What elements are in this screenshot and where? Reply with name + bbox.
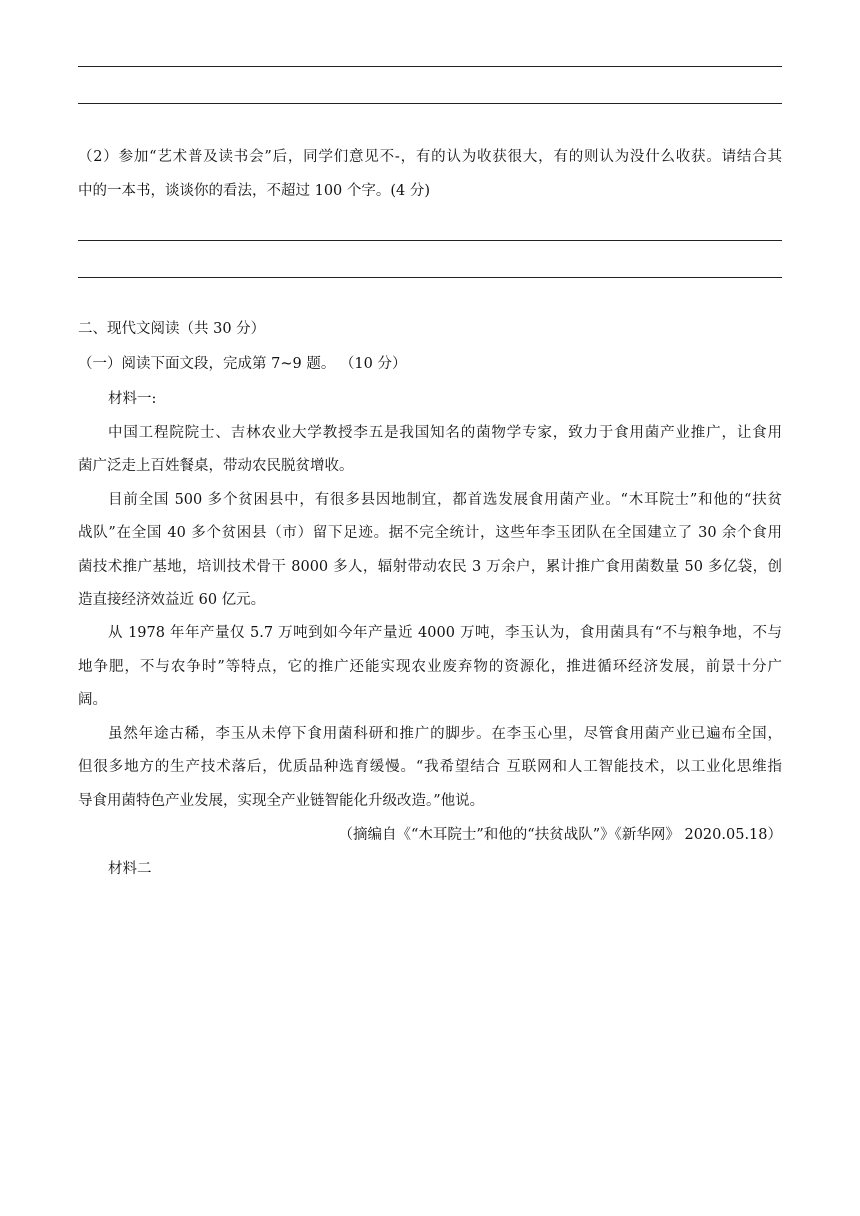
paragraph-3-line-1: 从 1978 年年产量仅 5.7 万吨到如今年产量近 4000 万吨，李玉认为，食用菌具有“不与粮争地，不与 bbox=[108, 625, 782, 641]
answer-line-1 bbox=[78, 66, 782, 67]
question-2-line-1: （2）参加“艺术普及读书会”后，同学们意见不-，有的认为收获很大，有的则认为没什么收获。请结合其 bbox=[78, 149, 782, 165]
paragraph-1-line-2: 菌广泛走上百姓餐桌，带动农民脱贫增收。 bbox=[78, 458, 354, 474]
paragraph-2-line-3: 菌技术推广基地，培训技术骨干 8000 多人，辐射带动农民 3 万余户，累计推广食用菌数量 50 多亿袋，创 bbox=[78, 559, 782, 575]
material-2-label: 材料二 bbox=[108, 861, 152, 877]
paragraph-4-line-3: 导食用菌特色产业发展，实现全产业链智能化升级改造。”他说。 bbox=[78, 793, 485, 809]
paragraph-3-line-3: 阔。 bbox=[78, 692, 107, 708]
answer-line-4 bbox=[78, 277, 782, 278]
source-citation: （摘编自《“木耳院士”和他的“扶贫战队”》《新华网》 2020.05.18） bbox=[338, 827, 782, 843]
paragraph-2-line-2: 战队”在全国 40 多个贫困县（市）留下足迹。据不完全统计，这些年李玉团队在全国建立了 30 余个食用 bbox=[78, 525, 782, 541]
paragraph-1-line-1: 中国工程院院士、吉林农业大学教授李五是我国知名的菌物学专家，致力于食用菌产业推广，让食用 bbox=[108, 425, 782, 441]
paragraph-4-line-2: 但很多地方的生产技术落后，优质品种选育缓慢。“我希望结合 互联网和人工智能技术，以工业化思维指 bbox=[78, 759, 782, 775]
question-2-line-2: 中的一本书，谈谈你的看法，不超过 100 个字。(4 分) bbox=[78, 183, 431, 199]
section-subheading: （一）阅读下面文段，完成第 7~9 题。 （10 分） bbox=[78, 356, 407, 372]
paragraph-3-line-2: 地争肥，不与农争时”等特点，它的推广还能实现农业废弃物的资源化，推进循环经济发展，前景十分广 bbox=[78, 659, 782, 675]
answer-line-3 bbox=[78, 240, 782, 241]
answer-line-2 bbox=[78, 103, 782, 104]
material-1-label: 材料一: bbox=[108, 391, 157, 407]
paragraph-2-line-4: 造直接经济效益近 60 亿元。 bbox=[78, 592, 266, 608]
section-heading: 二、现代文阅读（共 30 分） bbox=[78, 321, 266, 337]
paragraph-4-line-1: 虽然年途古稀，李玉从未停下食用菌科研和推广的脚步。在李玉心里，尽管食用菌产业已遍布全国， bbox=[108, 726, 782, 742]
paragraph-2-line-1: 目前全国 500 多个贫困县中，有很多县因地制宜，都首选发展食用菌产业。“木耳院士”和他的“扶贫 bbox=[108, 492, 782, 508]
